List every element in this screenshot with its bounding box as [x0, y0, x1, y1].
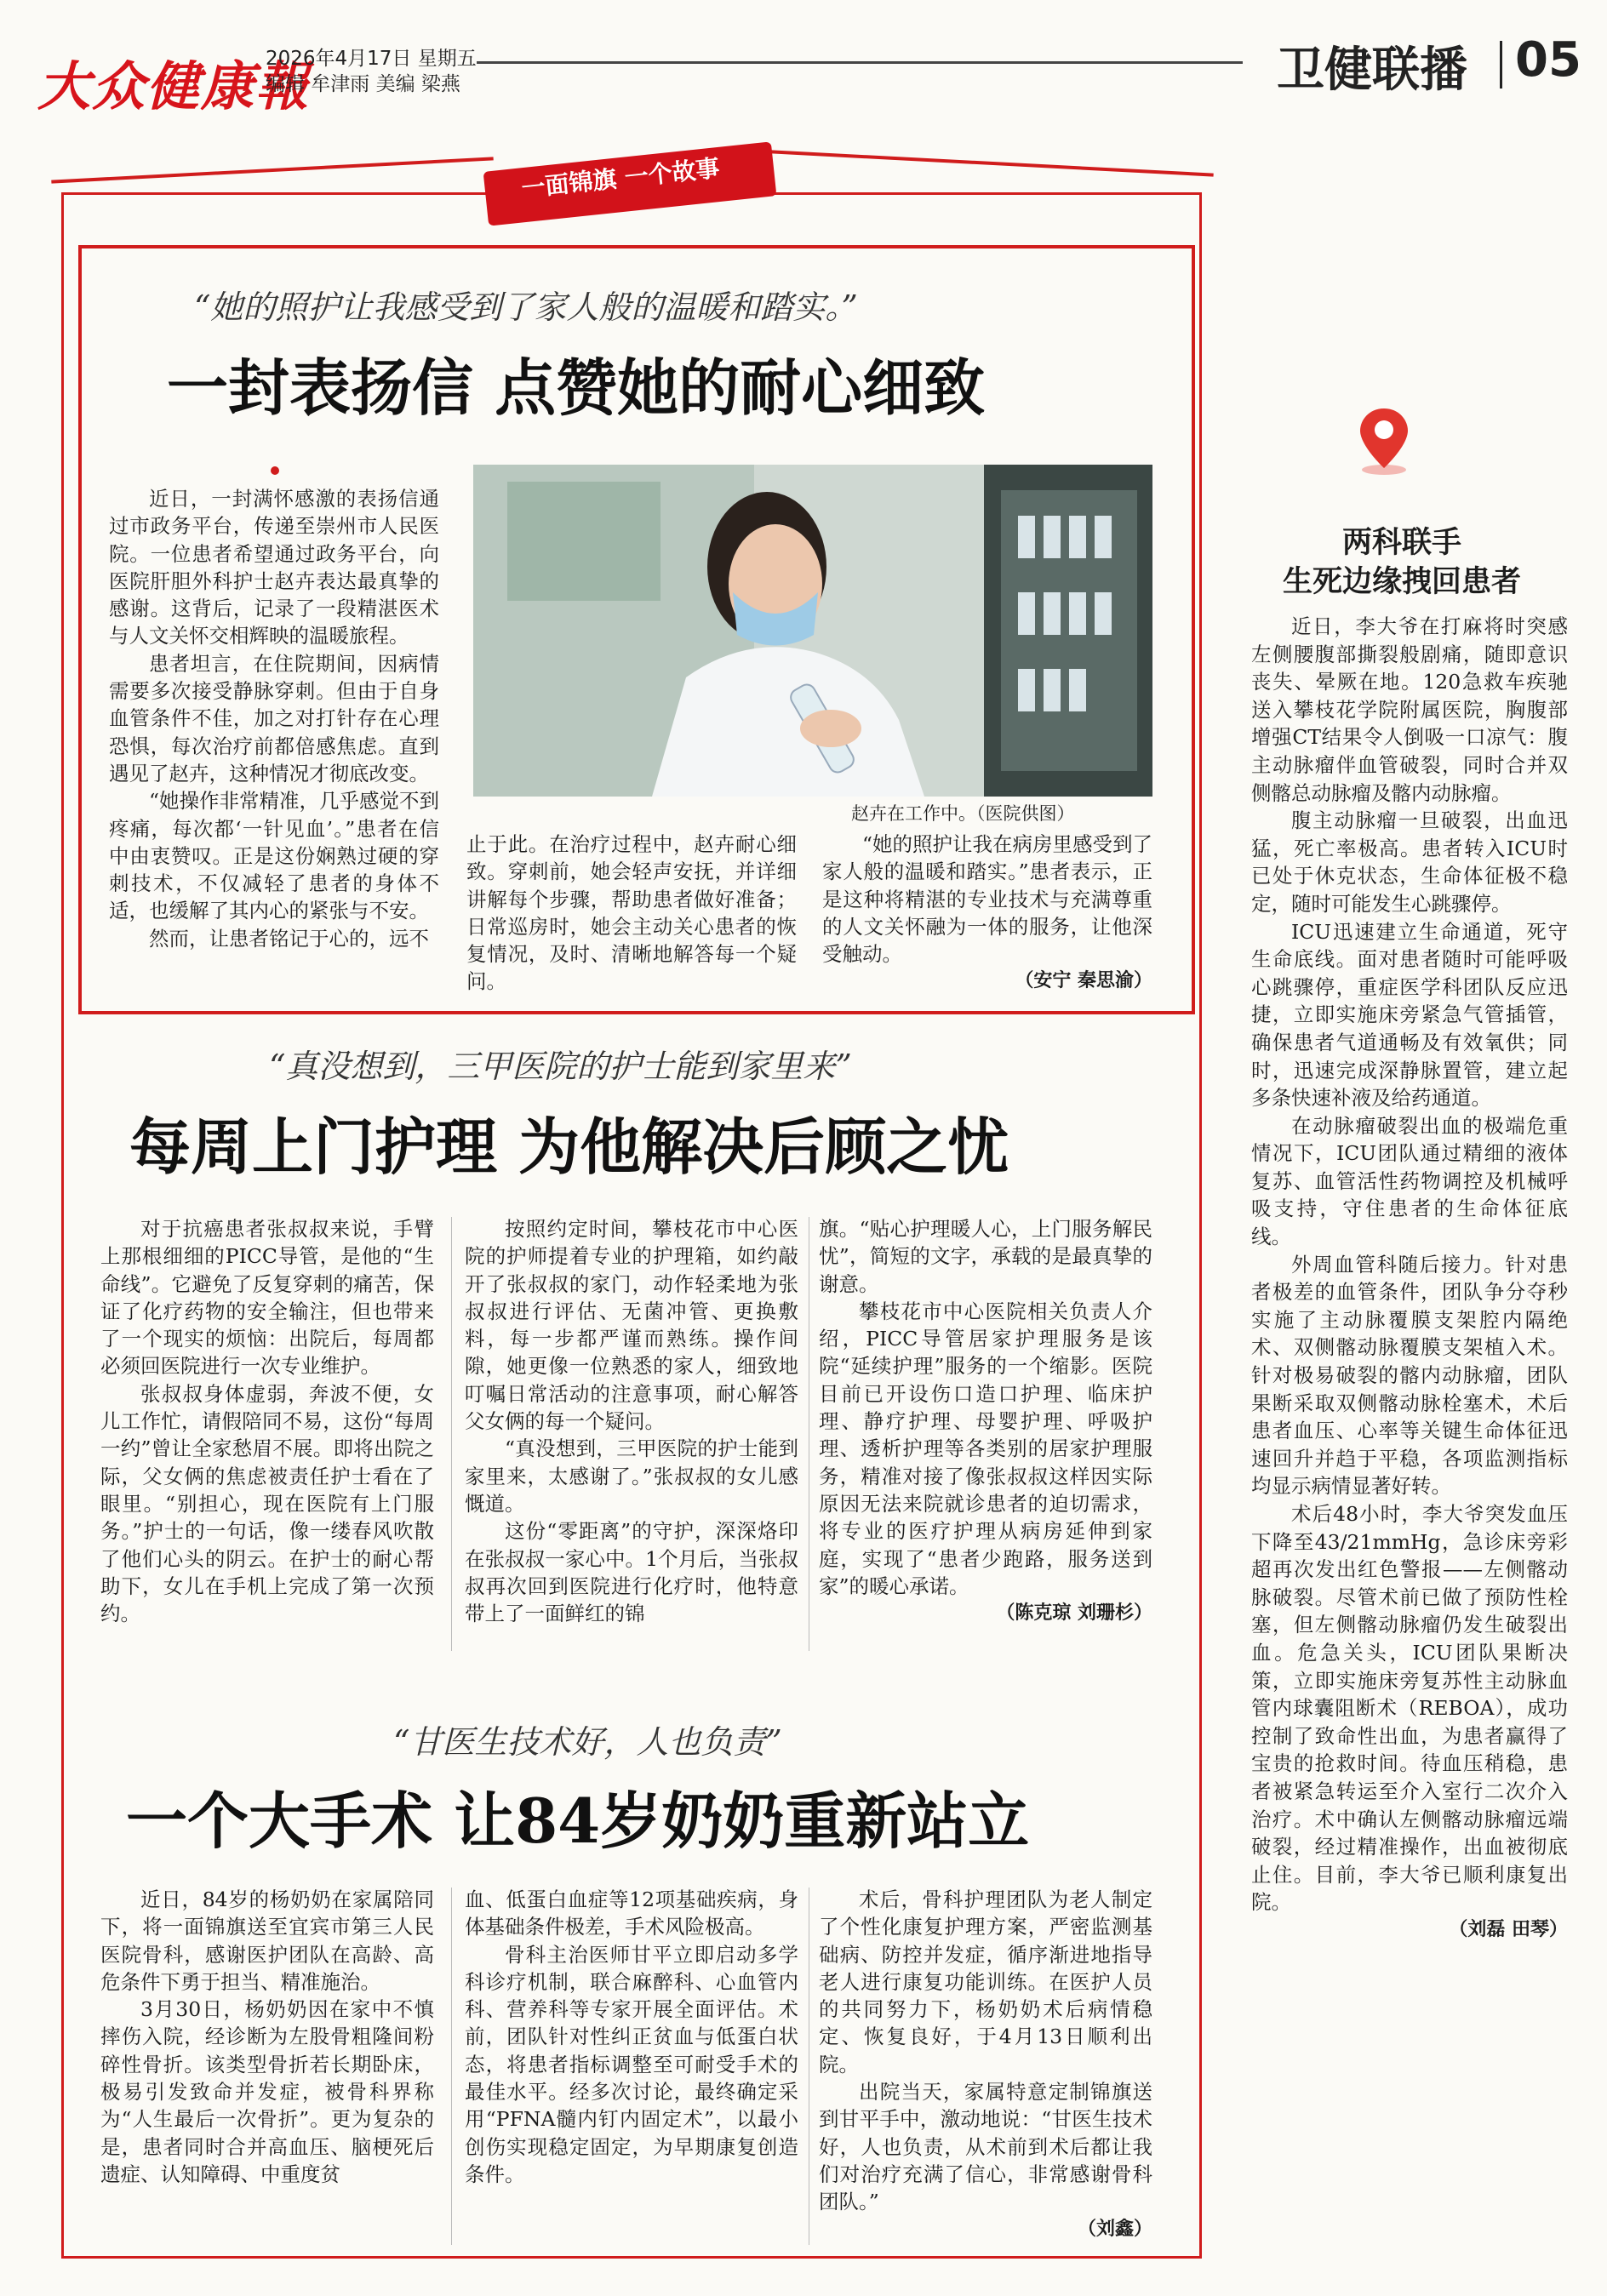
story3-headline: 一个大手术 让84岁奶奶重新站立: [126, 1785, 1030, 1857]
story2-c1-p2: 张叔叔身体虚弱，奔波不便，女儿工作忙，请假陪同不易，这份“每周一约”曾让全家愁眉不展。即将出院之际，父女俩的焦虑被责任护士看在了眼里。“别担心，现在医院有上门服务。”护士的一句话，像一缕春风吹散了他们心头的阴云。在护士的耐心帮助下，女儿在手机上完成了第一次预约。: [100, 1381, 434, 1626]
story3-c1-p2: 3月30日，杨奶奶因在家中不慎摔伤入院，经诊断为左股骨粗隆间粉碎性骨折。该类型骨折若长期卧床，极易引发致命并发症，被骨科界称为“人生最后一次骨折”。更为复杂的是，患者同时合并高血压、脑梗死后遗症、认知障碍、中重度贫: [100, 1997, 434, 2186]
side-p5: 外周血管科随后接力。针对患者极差的血管条件，团队争分夺秒实施了主动脉覆膜支架腔内隔绝术、双侧髂动脉覆膜支架植入术。针对极易破裂的髂内动脉瘤，团队果断采取双侧髂动脉栓塞术，术后患者血压、心率等关键生命体征迅速回升并趋于平稳，各项监测指标均显示病情显著好转。: [1251, 1252, 1568, 1499]
story1-c2-p1: 止于此。在治疗过程中，赵卉耐心细致。穿刺前，她会轻声安抚，并详细讲解每个步骤，帮助患者做好准备；日常巡房时，她会主动关心患者的恢复情况，及时、清晰地解答每一个疑问。: [466, 832, 797, 994]
story1-marker-icon: [271, 466, 279, 475]
story3-column-1: [100, 1886, 434, 2188]
story2-byline: （陈克琼 刘珊杉）: [996, 1602, 1152, 1625]
column-divider: [451, 1888, 452, 2245]
story3-column-2: [465, 1886, 798, 2188]
story1-column-3: [822, 831, 1152, 996]
section-separator: [1500, 41, 1502, 89]
story2-c1-p1: 对于抗癌患者张叔叔来说，手臂上那根细细的PICC导管，是他的“生命线”。它避免了反复穿刺的痛苦，保证了化疗药物的安全输注，但也带来了一个现实的烦恼：出院后，每周都必须回医院进行一次专业维护。: [100, 1217, 434, 1379]
story1-byline: （安宁 秦思渝）: [1015, 970, 1152, 992]
story1-c3-p1: “她的照护让我在病房里感受到了家人般的温暖和踏实。”患者表示，正是这种将精湛的专业技术与充满尊重的人文关怀融为一体的服务，让他深受触动。: [822, 832, 1153, 967]
story3-c3-p2: 出院当天，家属特意定制锦旗送到甘平手中，激动地说：“甘医生技术好，人也负责，从术前到术后都让我们对治疗充满了信心，非常感谢骨科团队。”: [819, 2080, 1152, 2214]
story1-quote: “她的照护让我感受到了家人般的温暖和踏实。”: [194, 288, 858, 326]
issue-date: 2026年4月17日 星期五: [266, 48, 477, 70]
story2-c2-p2: “真没想到，三甲医院的护士能到家里来，太感谢了。”张叔叔的女儿感慨道。: [465, 1436, 798, 1516]
masthead-logo: 大众健康報: [37, 55, 311, 117]
story2-column-3: [819, 1215, 1152, 1627]
story3-column-3: [819, 1886, 1152, 2243]
location-pin-icon: [1357, 405, 1411, 477]
story1-c1-p3: “她操作非常精准，几乎感觉不到疼痛，每次都‘一针见血’。”患者在信中由衷赞叹。正是这份娴熟过硬的穿刺技术，不仅减轻了患者的身体不适，也缓解了其内心的紧张与不安。: [109, 789, 440, 923]
story2-column-2: [465, 1215, 798, 1627]
story2-c3-p2: 攀枝花市中心医院相关负责人介绍，PICC导管居家护理服务是该院“延续护理”服务的一个缩影。医院目前已开设伤口造口护理、临床护理、静疗护理、母婴护理、呼吸护理、透析护理等各类别的居家护理服务，精准对接了像张叔叔这样因实际原因无法来院就诊患者的迫切需求，将专业的医疗护理从病房延伸到家庭，实现了“患者少跑路，服务送到家”的暖心承诺。: [819, 1299, 1152, 1598]
ribbon-line-right: [771, 150, 1213, 176]
story2-headline: 每周上门护理 为他解决后顾之忧: [129, 1111, 1009, 1183]
story3-c1-p1: 近日，84岁的杨奶奶在家属陪同下，将一面锦旗送至宜宾市第三人民医院骨科，感谢医护团队在高龄、高危条件下勇于担当、精准施治。: [100, 1888, 434, 1994]
story2-column-1: [100, 1215, 434, 1627]
story2-quote: “真没想到，三甲医院的护士能到家里来”: [269, 1048, 852, 1085]
side-p2: 腹主动脉瘤一旦破裂，出血迅猛，死亡率极高。患者转入ICU时已处于休克状态，生命体征极不稳定，随时可能发生心跳骤停。: [1251, 808, 1568, 916]
story2-c2-p3: 这份“零距离”的守护，深深烙印在张叔叔一家心中。1个月后，当张叔叔再次回到医院进行化疗时，他特意带上了一面鲜红的锦: [465, 1519, 798, 1626]
story1-c1-p2: 患者坦言，在住院期间，因病情需要多次接受静脉穿刺。但由于自身血管条件不佳，加之对打针存在心理恐惧，每次治疗前都倍感焦虑。直到遇见了赵卉，这种情况才彻底改变。: [109, 651, 439, 785]
story3-byline: （刘鑫）: [1077, 2218, 1152, 2240]
side-headline-line1: 两科联手: [1341, 526, 1461, 560]
story2-c2-p1: 按照约定时间，攀枝花市中心医院的护师提着专业的护理箱，如约敲开了张叔叔的家门，动作轻柔地为张叔叔进行评估、无菌冲管、更换敷料，每一步都严谨而熟练。操作间隙，她更像一位熟悉的家人，细致地叮嘱日常活动的注意事项，耐心解答父女俩的每一个疑问。: [465, 1217, 798, 1434]
story1-column-1: [109, 485, 439, 952]
story2-c3-p1: 旗。“贴心护理暖人心，上门服务解民忧”，简短的文字，承载的是最真挚的谢意。: [819, 1217, 1152, 1296]
side-p6: 术后48小时，李大爷突发血压下降至43/21mmHg，急诊床旁彩超再次发出红色警报——左侧髂动脉破裂。尽管术前已做了预防性栓塞，但左侧髂动脉瘤仍发生破裂出血。危急关头，ICU团队果断决策，立即实施床旁复苏性主动脉血管内球囊阻断术（REBOA），成功控制了致命性出血，为患者赢得了宝贵的抢救时间。待血压稍稳，患者被紧急转运至介入室行二次介入治疗。术中确认左侧髂动脉瘤远端破裂，经过精准操作，出血被彻底止住。目前，李大爷已顺利康复出院。: [1251, 1502, 1568, 1915]
column-divider: [451, 1217, 452, 1651]
story1-c1-p4: 然而，让患者铭记于心的，远不: [149, 926, 429, 951]
side-p3: ICU迅速建立生命通道，死守生命底线。面对患者随时可能呼吸心跳骤停，重症医学科团队反应迅捷，立即实施床旁紧急气管插管，确保患者气道通畅及有效氧供；同时，迅速完成深静脉置管，建立起多条快速补液及给药通道。: [1251, 919, 1568, 1111]
story3-c3-p1: 术后，骨科护理团队为老人制定了个性化康复护理方案，严密监测基础病、防控并发症，循序渐进地指导老人进行康复功能训练。在医护人员的共同努力下，杨奶奶术后病情稳定、恢复良好，于4月13日顺利出院。: [819, 1888, 1152, 2076]
editor-credits: 编辑 牟津雨 美编 梁燕: [266, 73, 460, 95]
story3-c2-p2: 骨科主治医师甘平立即启动多学科诊疗机制，联合麻醉科、心血管内科、营养科等专家开展全面评估。术前，团队针对性纠正贫血与低蛋白状态，将患者指标调整至可耐受手术的最佳水平。经多次讨论，最终确定采用“PFNA髓内钉内固定术”，以最小创伤实现稳定固定，为早期康复创造条件。: [465, 1942, 798, 2186]
side-p1: 近日，李大爷在打麻将时突感左侧腰腹部撕裂般剧痛，随即意识丧失、晕厥在地。120急救车疾驰送入攀枝花学院附属医院，胸腹部增强CT结果令人倒吸一口凉气：腹主动脉瘤伴血管破裂，同时合并双侧髂总动脉瘤及髂内动脉瘤。: [1251, 614, 1568, 805]
story3-quote: “甘医生技术好，人也负责”: [393, 1723, 782, 1761]
ribbon-line-left: [51, 157, 493, 183]
story3-c2-p1: 血、低蛋白血症等12项基础疾病，身体基础条件极差，手术风险极高。: [465, 1888, 798, 1939]
page-number: 05: [1515, 32, 1581, 88]
section-title: 卫健联播: [1277, 43, 1467, 98]
header-rule: [477, 61, 1243, 64]
side-column-body: [1251, 613, 1568, 1945]
side-p4: 在动脉瘤破裂出血的极端危重情况下，ICU团队通过精细的液体复苏、血管活性药物调控及机械呼吸支持，守住患者的生命体征底线。: [1251, 1113, 1568, 1249]
nurse-photo: [473, 465, 1152, 797]
story1-column-2: [466, 831, 797, 996]
ribbon-text: 一面锦旗 一个故事: [520, 153, 721, 203]
side-headline-line2: 生死边缘拽回患者: [1282, 565, 1521, 599]
side-byline: （刘磊 田琴）: [1449, 1918, 1568, 1940]
photo-caption: 赵卉在工作中。（医院供图）: [851, 803, 1075, 824]
story1-headline: 一封表扬信 点赞她的耐心细致: [167, 351, 986, 424]
story1-c1-p1: 近日，一封满怀感激的表扬信通过市政务平台，传递至崇州市人民医院。一位患者希望通过政务平台，向医院肝胆外科护士赵卉表达最真挚的感谢。这背后，记录了一段精湛医术与人文关怀交相辉映的温暖旅程。: [109, 487, 439, 648]
